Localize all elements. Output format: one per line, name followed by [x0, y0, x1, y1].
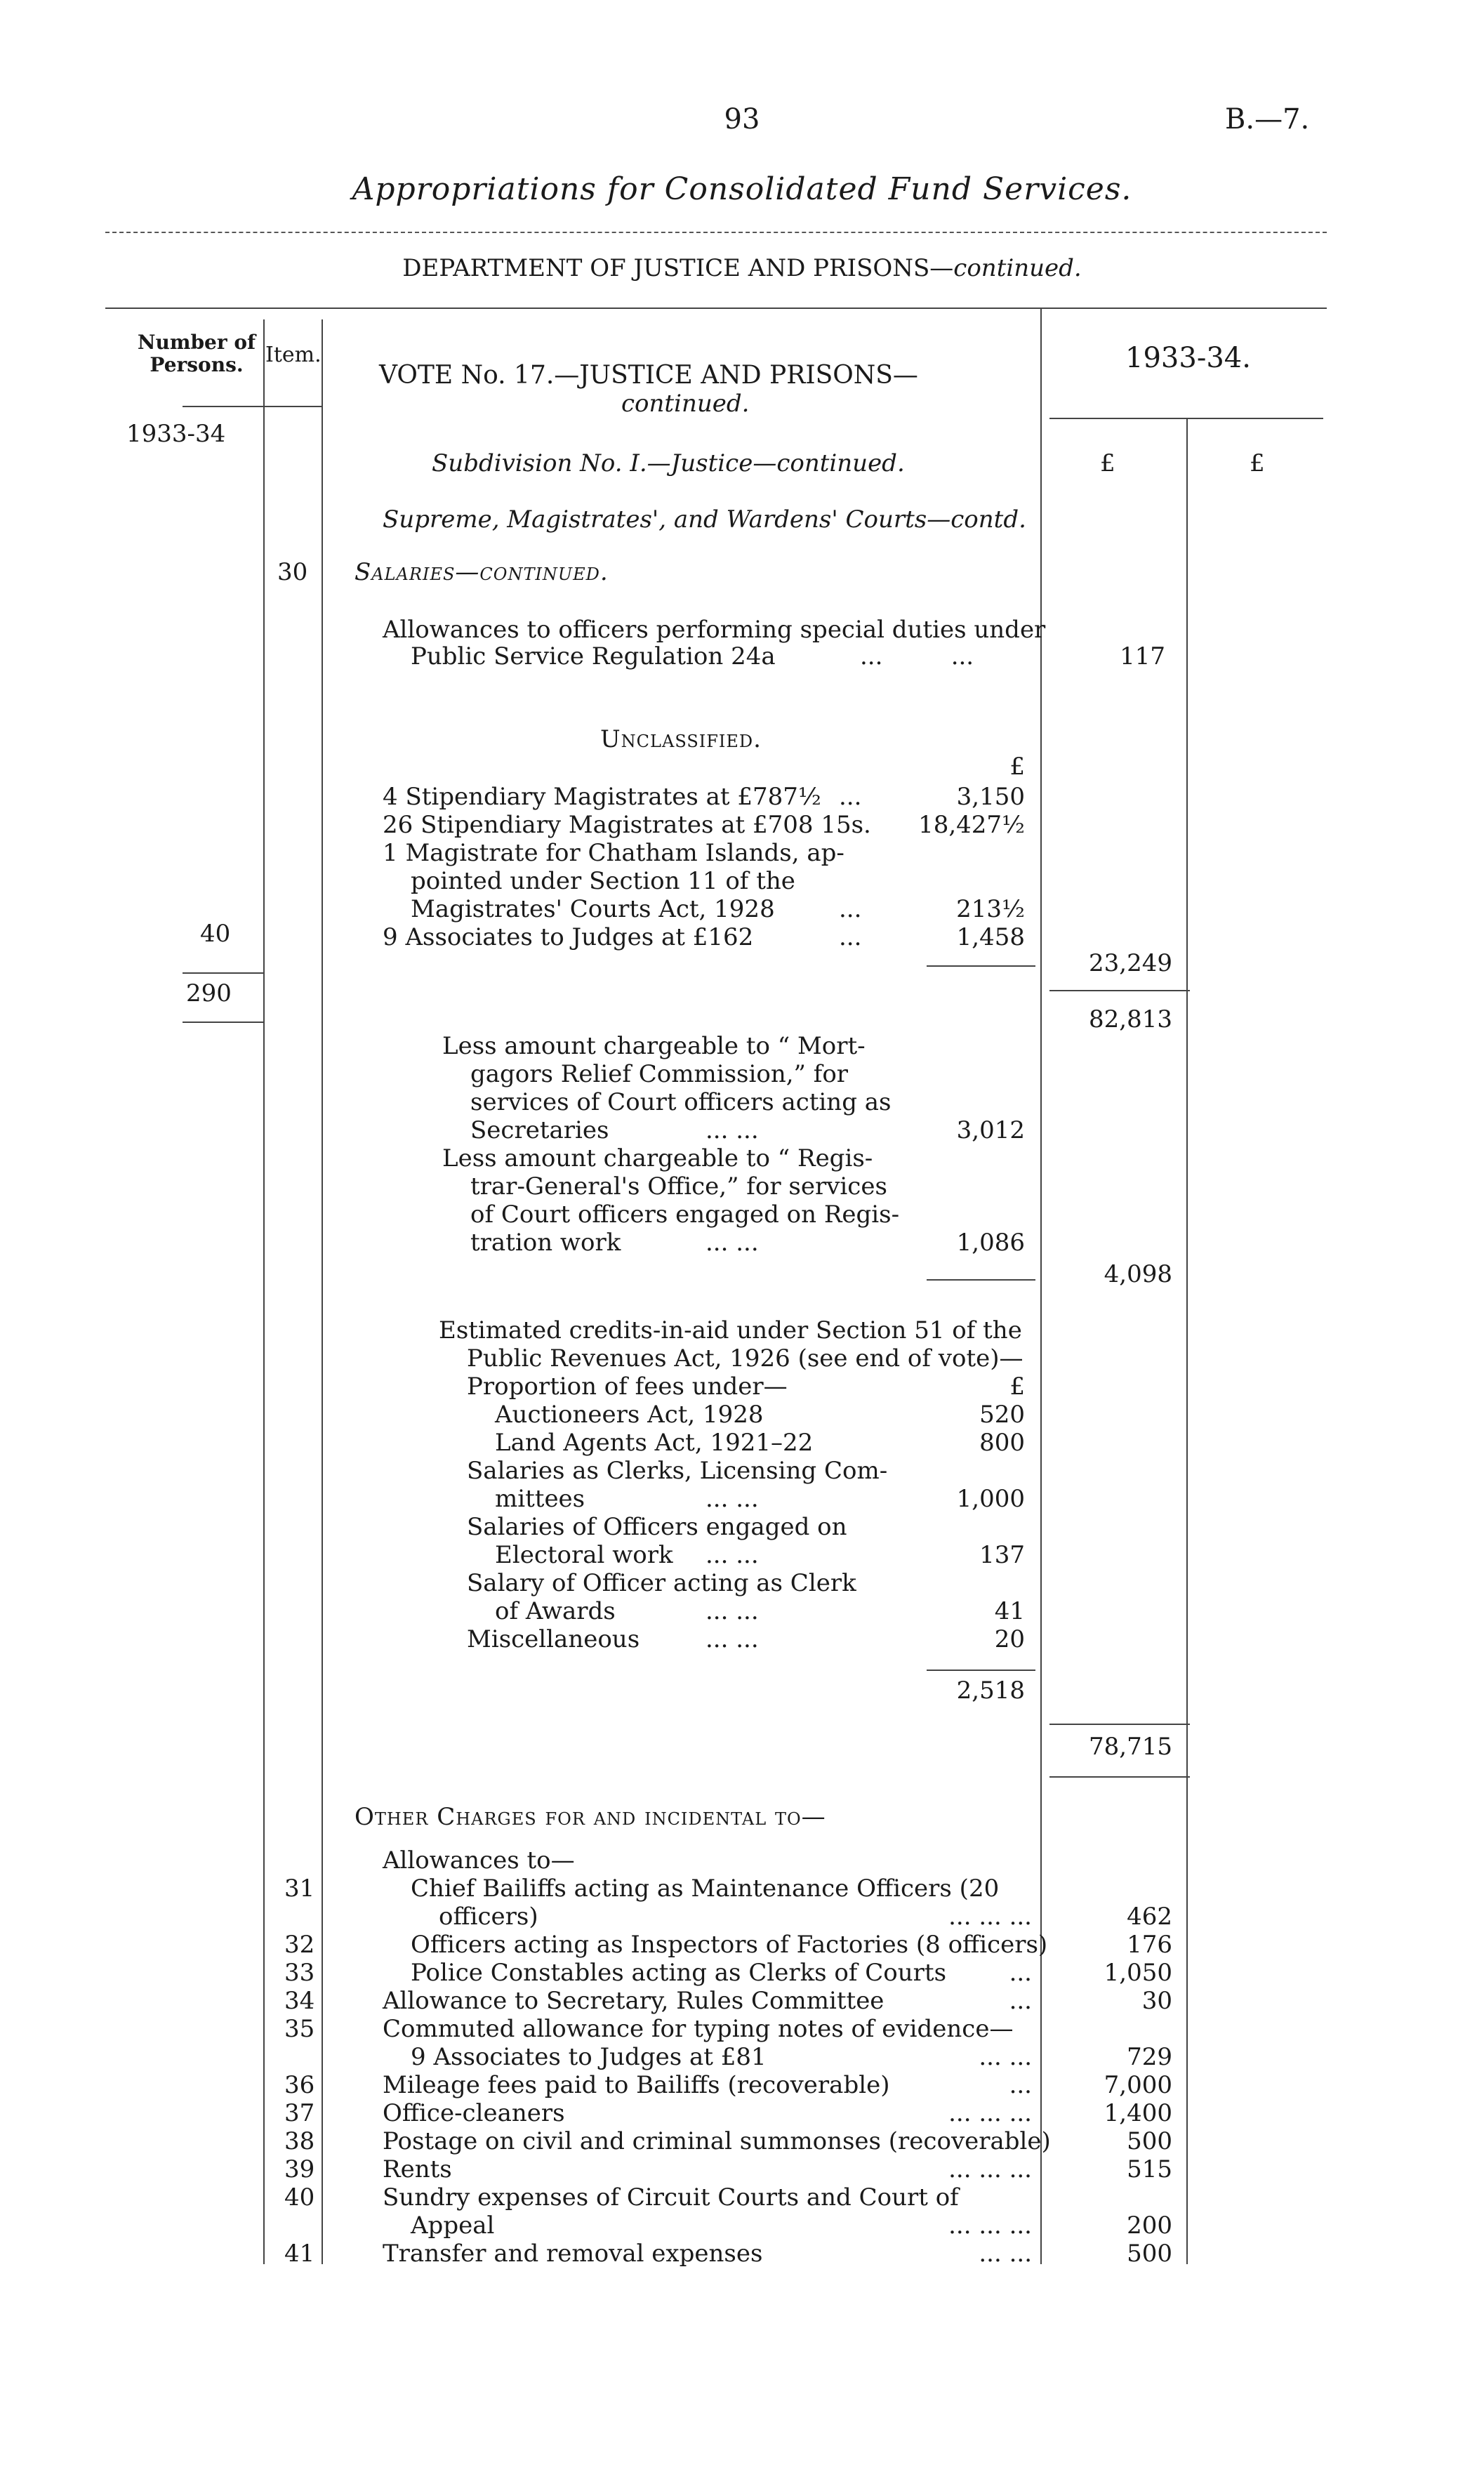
other-row-text: Postage on civil and criminal summonses (recoverable): [383, 2127, 1051, 2155]
unclassified-row-amount: 18,427½: [918, 811, 1025, 839]
pound-subcolumn: £: [1009, 753, 1025, 781]
credits-row-amount: 1,000: [956, 1485, 1025, 1513]
unclassified-row-amount: 213½: [956, 895, 1025, 923]
credits-row-amount: 137: [979, 1541, 1025, 1569]
credits-row-amount: 20: [994, 1625, 1025, 1653]
persons-total: 290: [186, 979, 232, 1007]
credits-row-text: Auctioneers Act, 1928: [495, 1401, 764, 1429]
persons-year: 1933-34: [126, 420, 226, 448]
vote-continued: continued.: [621, 390, 750, 418]
item-number: 30: [277, 558, 308, 586]
less-text: Secretaries: [470, 1116, 609, 1144]
unclassified-row-amount: 1,458: [956, 923, 1025, 951]
other-row-text: Transfer and removal expenses: [383, 2240, 763, 2268]
allowance-amount: 117: [1120, 642, 1165, 670]
credits-line-3: Proportion of fees under—: [467, 1373, 788, 1401]
subtotal-rule-right: [1049, 990, 1190, 991]
credits-row-text: Miscellaneous: [467, 1625, 640, 1653]
subdivision-heading: Subdivision No. I.—Justice—continued.: [432, 449, 905, 477]
credits-row-text: mittees: [495, 1485, 585, 1513]
other-row-text: Office-cleaners: [383, 2099, 565, 2127]
leader-dots: ... ... ...: [948, 2099, 1032, 2127]
item-number: 31: [284, 1875, 315, 1903]
other-row-amount: 30: [1141, 1987, 1172, 2015]
other-row-amount: 500: [1127, 2240, 1172, 2268]
document-reference: B.—7.: [1225, 103, 1310, 135]
less-text: gagors Relief Commission,” for: [470, 1060, 849, 1088]
other-row-text: 9 Associates to Judges at £81: [411, 2043, 767, 2071]
pound-column-1: £: [1100, 449, 1115, 477]
leader-dots: ... ... ...: [948, 2212, 1032, 2240]
page-title: Appropriations for Consolidated Fund Services.: [352, 171, 1132, 207]
unclassified-row-text: Magistrates' Courts Act, 1928: [411, 895, 775, 923]
leader-dots: ... ...: [705, 1541, 759, 1569]
unclassified-row-text: pointed under Section 11 of the: [411, 867, 795, 895]
other-row-text: Officers acting as Inspectors of Factories (8 officers): [411, 1931, 1048, 1959]
net-rule-bottom: [1049, 1776, 1190, 1778]
header-rule-left: [183, 406, 323, 407]
year-header: 1933-34.: [1125, 342, 1251, 374]
credits-row-amount: 800: [979, 1429, 1025, 1457]
credits-line-1: Estimated credits-in-aid under Section 51 of the: [439, 1316, 1022, 1344]
item-number: 41: [284, 2240, 315, 2268]
other-row-text: Sundry expenses of Circuit Courts and Court of: [383, 2183, 959, 2212]
other-row-text: Appeal: [411, 2212, 495, 2240]
unclassified-row-text: 1 Magistrate for Chatham Islands, ap-: [383, 839, 844, 867]
salaries-total: 82,813: [1089, 1005, 1172, 1033]
other-row-amount: 515: [1127, 2155, 1172, 2183]
credits-row-text: Salary of Officer acting as Clerk: [467, 1569, 856, 1597]
less-total-rule: [927, 1279, 1035, 1281]
unclassified-row-text: 9 Associates to Judges at £162: [383, 923, 754, 951]
other-row-amount: 1,400: [1104, 2099, 1172, 2127]
other-row-amount: 500: [1127, 2127, 1172, 2155]
credits-row-text: Salaries as Clerks, Licensing Com-: [467, 1457, 888, 1485]
less-amount: 1,086: [956, 1229, 1025, 1257]
other-row-text: Chief Bailiffs acting as Maintenance Officers (20: [411, 1875, 1000, 1903]
item-number: 40: [284, 2183, 315, 2212]
other-charges-heading: Other Charges for and incidental to—: [355, 1803, 826, 1831]
item-number: 32: [284, 1931, 315, 1959]
less-total: 4,098: [1104, 1260, 1172, 1288]
leader-dots: ... ...: [705, 1485, 759, 1513]
less-text: Less amount chargeable to “ Mort-: [442, 1032, 866, 1060]
unclassified-heading: Unclassified.: [600, 725, 762, 753]
persons-header: Number of Persons.: [137, 331, 256, 376]
courts-heading: Supreme, Magistrates', and Wardens' Courts—contd.: [383, 505, 1026, 534]
less-text: trar-General's Office,” for services: [470, 1172, 887, 1201]
page-number: 93: [724, 103, 760, 135]
other-row-text: Rents: [383, 2155, 452, 2183]
leader-dots: ...: [839, 895, 862, 923]
item-number: 33: [284, 1959, 315, 1987]
department-name: DEPARTMENT OF JUSTICE AND PRISONS—: [402, 254, 954, 282]
salaries-heading: Salaries—continued.: [355, 558, 609, 586]
net-rule-top: [1049, 1724, 1190, 1725]
leader-dots: ... ...: [705, 1597, 759, 1625]
pound-column-2: £: [1250, 449, 1265, 477]
department-heading: [0, 254, 1484, 282]
less-text: services of Court officers acting as: [470, 1088, 892, 1116]
other-row-text: officers): [439, 1903, 538, 1931]
credits-row-amount: 520: [979, 1401, 1025, 1429]
item-header: Item.: [265, 343, 322, 367]
other-row-amount: 7,000: [1104, 2071, 1172, 2099]
leader-dots: ...: [839, 923, 862, 951]
credits-row-text: Salaries of Officers engaged on: [467, 1513, 847, 1541]
item-col-divider: [263, 319, 265, 2264]
text-col-divider: [322, 319, 323, 2264]
leader-dots: ...: [839, 783, 862, 811]
amount-col-divider: [1040, 309, 1042, 2264]
leader-dots: ... ...: [705, 1625, 759, 1653]
allowance-line-2: Public Service Regulation 24a: [411, 642, 776, 670]
unclassified-row-text: 4 Stipendiary Magistrates at £787½: [383, 783, 821, 811]
subtotal-rule: [927, 965, 1035, 967]
leader-dots: ...: [1009, 1987, 1032, 2015]
less-text: tration work: [470, 1229, 621, 1257]
credits-row-amount: 41: [994, 1597, 1025, 1625]
item-number: 38: [284, 2127, 315, 2155]
leader-dots: ... ...: [705, 1229, 759, 1257]
less-text: Less amount chargeable to “ Regis-: [442, 1144, 873, 1172]
credits-line-2: Public Revenues Act, 1926 (see end of vote)—: [467, 1344, 1023, 1373]
item-number: 34: [284, 1987, 315, 2015]
other-row-text: Commuted allowance for typing notes of evidence—: [383, 2015, 1014, 2043]
item-number: 36: [284, 2071, 315, 2099]
persons-count: 40: [200, 920, 231, 948]
leader-dots: ...: [1009, 2071, 1032, 2099]
department-continued: continued.: [953, 254, 1082, 282]
credits-row-text: Land Agents Act, 1921–22: [495, 1429, 814, 1457]
credits-row-text: Electoral work: [495, 1541, 673, 1569]
other-row-text: Police Constables acting as Clerks of Courts: [411, 1959, 947, 1987]
unclassified-row-text: 26 Stipendiary Magistrates at £708 15s.: [383, 811, 871, 839]
allowance-line-1: Allowances to officers performing special duties under: [383, 616, 1046, 644]
net-total: 78,715: [1089, 1733, 1172, 1761]
leader-dots: ... ...: [979, 2240, 1032, 2268]
leader-dots: ...: [1009, 1959, 1032, 1987]
item-number: 39: [284, 2155, 315, 2183]
table-top-rule: [105, 308, 1327, 309]
other-row-amount: 200: [1127, 2212, 1172, 2240]
leader-dots: ... ... ...: [948, 2155, 1032, 2183]
vote-title: VOTE No. 17.—JUSTICE AND PRISONS—: [379, 361, 918, 390]
header-rule-right: [1049, 418, 1323, 419]
leader-dots: ... ...: [705, 1116, 759, 1144]
credits-row-text: of Awards: [495, 1597, 616, 1625]
less-text: of Court officers engaged on Regis-: [470, 1201, 900, 1229]
unclassified-row-amount: 3,150: [956, 783, 1025, 811]
credits-total: 2,518: [956, 1677, 1025, 1705]
persons-subtotal-rule: [183, 972, 263, 974]
leader-dots: ... ...: [979, 2043, 1032, 2071]
other-row-text: Allowance to Secretary, Rules Committee: [383, 1987, 885, 2015]
persons-total-rule: [183, 1022, 263, 1023]
item-number: 37: [284, 2099, 315, 2127]
other-row-amount: 462: [1127, 1903, 1172, 1931]
amount2-col-divider: [1186, 418, 1188, 2264]
less-amount: 3,012: [956, 1116, 1025, 1144]
rule: [105, 232, 1327, 233]
unclassified-subtotal: 23,249: [1089, 949, 1172, 977]
item-number: 35: [284, 2015, 315, 2043]
other-row-amount: 1,050: [1104, 1959, 1172, 1987]
credits-total-rule: [927, 1670, 1035, 1671]
allowances-heading: Allowances to—: [383, 1846, 575, 1875]
leader-dots: ... ... ...: [948, 1903, 1032, 1931]
credits-pound: £: [1009, 1373, 1025, 1401]
leader-dots: ... ...: [860, 642, 974, 670]
other-row-amount: 729: [1127, 2043, 1172, 2071]
other-row-amount: 176: [1127, 1931, 1172, 1959]
other-row-text: Mileage fees paid to Bailiffs (recoverable): [383, 2071, 890, 2099]
